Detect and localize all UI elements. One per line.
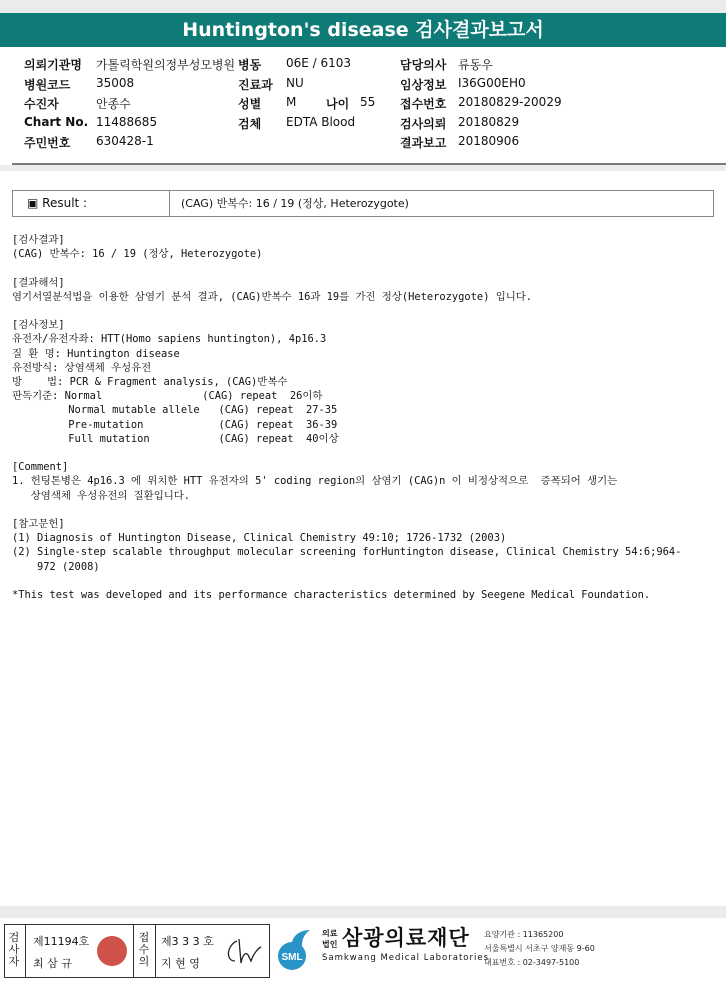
report-line: 판독기준: Normal (CAG) repeat 26이하 xyxy=(12,390,323,403)
report-line: 유전자/유전자좌: HTT(Homo sapiens huntington), 4p16.3 xyxy=(12,333,327,346)
examiner-seal-icon xyxy=(97,936,127,966)
report-line: (1) Diagnosis of Huntington Disease, Clinical Chemistry 49:10; 1726-1732 (2003) xyxy=(12,532,507,545)
request-label: 검사의뢰 xyxy=(400,117,447,131)
chart-field xyxy=(24,115,224,131)
report-date-value: 20180906 xyxy=(458,134,520,148)
sex-label: 성별 xyxy=(238,97,262,111)
signature-divider-1 xyxy=(25,925,26,977)
report-line: 방 법: PCR & Fragment analysis, (CAG)반복수 xyxy=(12,376,288,389)
logo-text: SML xyxy=(281,952,303,963)
report-line: Normal mutable allele (CAG) repeat 27-35 xyxy=(12,404,338,417)
specimen-value: EDTA Blood xyxy=(286,115,356,129)
examiner-license: 제11194호 xyxy=(33,935,90,948)
receipt-value: 20180829-20029 xyxy=(458,95,562,109)
rrn-value: 630428-1 xyxy=(96,134,154,148)
report-blank-line xyxy=(12,261,681,275)
dept-label: 진료과 xyxy=(238,78,273,92)
org-english-name: Samkwang Medical Laboratories xyxy=(322,953,490,963)
clinical-value: I36G00EH0 xyxy=(458,76,526,90)
result-summary-box xyxy=(12,190,714,217)
patient-value: 안종수 xyxy=(96,97,131,111)
signature-box xyxy=(4,924,270,978)
org-code: 요양기관 : 11365200 xyxy=(484,930,564,939)
report-line: [결과해석] xyxy=(12,276,65,289)
patient-label: 수진자 xyxy=(24,97,59,111)
report-blank-line xyxy=(12,304,681,318)
report-title: Huntington's disease 검사결과보고서 xyxy=(0,13,726,47)
report-line: (CAG) 반복수: 16 / 19 (정상, Heterozygote) xyxy=(12,248,263,261)
report-line: 염기서열분석법을 이용한 삼염기 분석 결과, (CAG)반복수 16과 19를 가진 정상(Heterozygote) 입니다. xyxy=(12,290,533,303)
request-field xyxy=(400,115,600,131)
top-border-strip xyxy=(0,0,726,13)
sml-logo-icon xyxy=(272,926,314,972)
chart-value: 11488685 xyxy=(96,115,158,129)
doctor-label: 담당의사 xyxy=(400,58,447,72)
signature-divider-3 xyxy=(155,925,156,977)
org-prefix: 의료법인 xyxy=(322,929,338,949)
sex-value: M xyxy=(286,95,297,109)
signature-divider-2 xyxy=(133,925,134,977)
org-name: 삼광의료재단 xyxy=(342,926,470,950)
handwritten-signature-icon xyxy=(223,935,263,967)
examiner-vertical-label: 검사자 xyxy=(8,931,20,968)
report-line: [검사결과] xyxy=(12,234,65,246)
footer-gray-strip xyxy=(0,906,726,918)
ward-field xyxy=(238,56,388,72)
report-blank-line xyxy=(12,574,681,588)
doctor-field xyxy=(400,56,550,72)
report-date-field xyxy=(400,134,600,150)
examiner-name: 최 삼 규 xyxy=(33,957,72,970)
age-field xyxy=(326,95,386,111)
specimen-field xyxy=(238,115,388,131)
report-line: Full mutation (CAG) repeat 40이상 xyxy=(12,432,339,445)
rrn-field xyxy=(24,134,224,150)
age-value: 55 xyxy=(360,95,376,109)
report-line: 상염색체 우성유전의 질환입니다. xyxy=(12,489,191,502)
age-label: 나이 xyxy=(326,97,350,111)
rrn-label: 주민번호 xyxy=(24,136,71,150)
request-value: 20180829 xyxy=(458,115,520,129)
dept-value: NU xyxy=(286,76,304,90)
report-line: [Comment] xyxy=(12,461,69,474)
hospcode-value: 35008 xyxy=(96,76,135,90)
ward-label: 병동 xyxy=(238,58,262,72)
ward-value: 06E / 6103 xyxy=(286,56,352,70)
chart-label: Chart No. xyxy=(24,115,89,129)
org-phone: 대표번호 : 02-3497-5100 xyxy=(484,958,580,967)
report-blank-line xyxy=(12,503,681,517)
report-date-label: 결과보고 xyxy=(400,136,447,150)
report-line: [참고문헌] xyxy=(12,518,65,531)
doctor-value: 류동우 xyxy=(458,58,493,72)
hospital-field xyxy=(24,56,236,72)
report-line: *This test was developed and its performance characteristics determined by Seegene Medical Foundation. xyxy=(12,589,651,602)
confirmer-name: 지 현 영 xyxy=(161,957,200,970)
confirmer-vertical-label: 접수의 xyxy=(138,931,150,968)
report-line: 질 환 명: Huntington disease xyxy=(12,347,180,360)
receipt-label: 접수번호 xyxy=(400,97,447,111)
hospcode-field xyxy=(24,76,224,92)
clinical-field xyxy=(400,76,600,92)
hospital-label: 의뢰기관명 xyxy=(24,58,82,72)
org-address: 서울특별시 서초구 양재동 9-60 xyxy=(484,944,595,953)
result-label: ▣ Result : xyxy=(13,191,170,216)
patient-field xyxy=(24,95,224,111)
header-gray-strip xyxy=(0,165,726,171)
report-blank-line xyxy=(12,446,681,460)
report-body xyxy=(12,233,681,602)
result-value: (CAG) 반복수: 16 / 19 (정상, Heterozygote) xyxy=(181,197,409,210)
hospital-value: 가톨릭학원의정부성모병원 xyxy=(96,58,236,72)
confirmer-license: 제3 3 3 호 xyxy=(161,935,214,948)
dept-field xyxy=(238,76,388,92)
clinical-label: 임상정보 xyxy=(400,78,447,92)
sex-field xyxy=(238,95,318,111)
receipt-field xyxy=(400,95,600,111)
report-line: 1. 헌팅톤병은 4p16.3 에 위치한 HTT 유전자의 5' coding region의 삼염기 (CAG)n 이 비정상적으로 증폭되어 생기는 xyxy=(12,475,618,488)
report-line: [검사정보] xyxy=(12,319,65,332)
report-line: 유전방식: 상염색체 우성유전 xyxy=(12,361,152,374)
specimen-label: 검체 xyxy=(238,117,262,131)
report-line: Pre-mutation (CAG) repeat 36-39 xyxy=(12,418,338,431)
hospcode-label: 병원코드 xyxy=(24,78,71,92)
report-line: 972 (2008) xyxy=(12,560,100,573)
report-line: (2) Single-step scalable throughput molecular screening forHuntington disease, Clinical Chemistry 54:6;964- xyxy=(12,546,682,559)
